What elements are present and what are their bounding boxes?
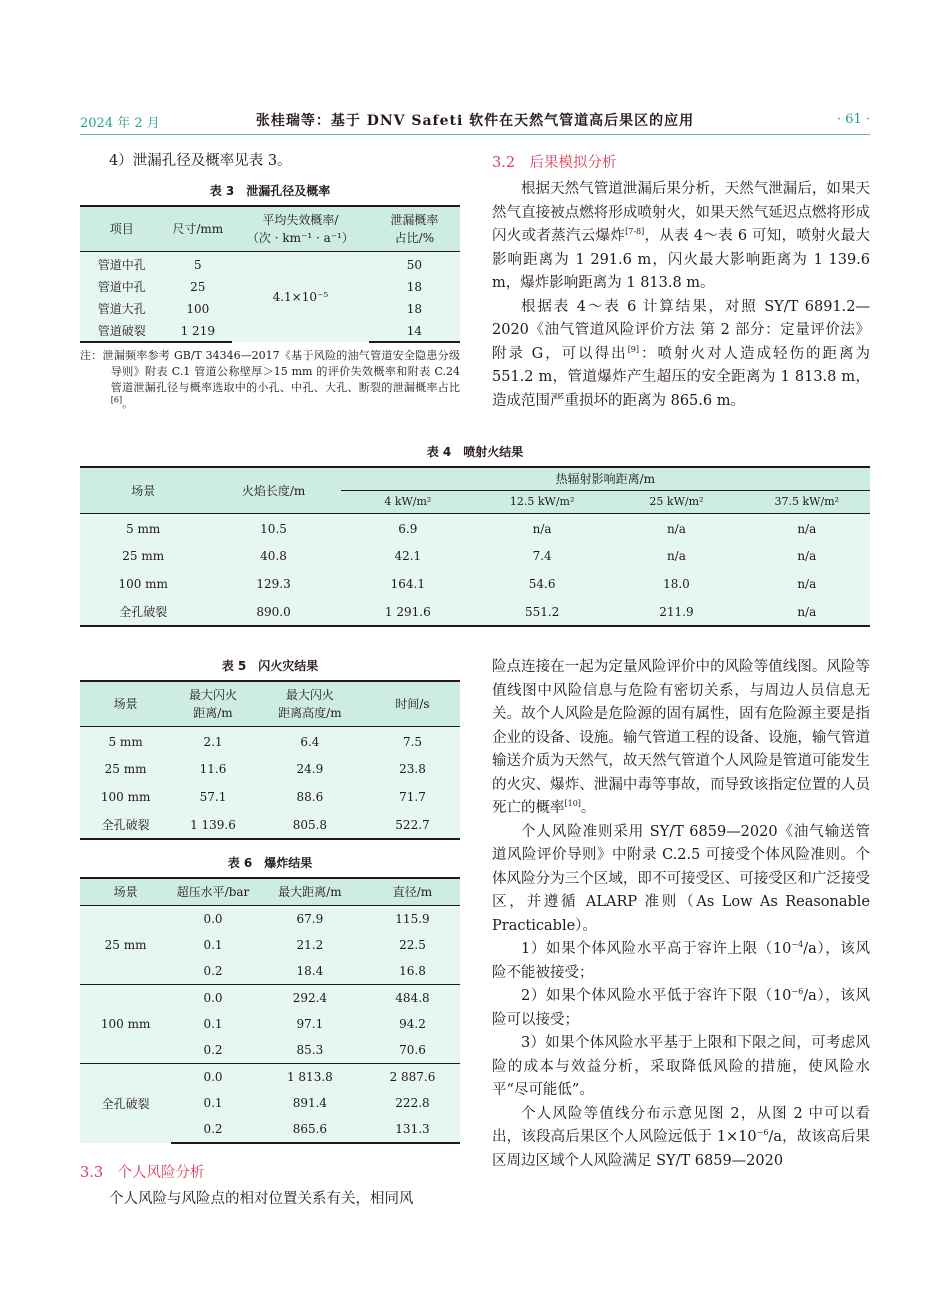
table-cell-scene: 100 mm — [80, 985, 171, 1064]
table-cell: 0.2 — [171, 958, 255, 985]
table-cell: 0.2 — [171, 1116, 255, 1143]
header-rule — [80, 134, 870, 135]
table-cell: 7.4 — [475, 542, 609, 570]
table6-header: 最大距离/m — [255, 878, 365, 906]
table-row — [80, 811, 460, 839]
paragraph: 根据天然气管道泄漏后果分析，天然气泄漏后，如果天然气直接被点燃将形成喷射火，如果天然气延迟点燃将形成闪火或者蒸汽云爆炸[7-8]，从表 4～表 6 可知，喷射火最大影响距离为 1 291.6 m，闪火最大影响距离为 1 139.6 m，爆炸影响距离为 1 813.8 m。 — [492, 181, 871, 291]
table-cell: 14 — [369, 316, 460, 342]
table5-header: 最大闪火 距离/m — [171, 681, 255, 727]
list-item: 1）如果个体风险水平高于容许上限$(10^{-4}/a)$，该风险不能被接受； — [492, 940, 870, 981]
table3-caption: 表 3 泄漏孔径及概率 — [209, 183, 331, 198]
table-cell: 484.8 — [365, 985, 460, 1012]
table4-header: 4 kW/m² — [341, 491, 475, 514]
table-cell: 23.8 — [365, 755, 460, 783]
table-cell: n/a — [744, 598, 870, 626]
table-cell: 0.1 — [171, 1011, 255, 1037]
table3 — [80, 205, 460, 343]
paragraph: 4）泄漏孔径及概率见表 3。 — [109, 153, 292, 169]
table-cell: 25 mm — [80, 755, 171, 783]
table-cell: 管道破裂 — [80, 316, 164, 342]
table-cell: 0.0 — [171, 985, 255, 1012]
table-cell: 管道大孔 — [80, 294, 164, 316]
header-title: 张桂瑞等：基于 DNV Safeti 软件在天然气管道高后果区的应用 — [255, 113, 695, 129]
table-cell: 94.2 — [365, 1011, 460, 1037]
table-cell: 1 291.6 — [341, 598, 475, 626]
table3-header: 尺寸/mm — [164, 206, 232, 252]
table-cell: 0.0 — [171, 906, 255, 933]
table-cell: 0.1 — [171, 1090, 255, 1116]
table-cell: 100 — [164, 294, 232, 316]
paragraph: 险点连接在一起为定量风险评价中的风险等值线图。风险等值线图中风险信息与危险有密切关系，与周边人员信息无关。故个人风险是危险源的固有属性，固有危险源主要是指企业的设备、设施。输气管道工程的设备、设施，输气管道输送介质为天然气，故天然气管道个人风险是管道可能发生的火灾、爆炸、泄漏中毒等事故，而导致该指定位置的人员死亡的概率[10]。 — [492, 659, 870, 816]
table-cell: 18 — [369, 272, 460, 294]
table4 — [80, 466, 870, 627]
table4-header: 25 kW/m² — [609, 491, 743, 514]
page-header — [80, 108, 870, 134]
table-cell: n/a — [609, 542, 743, 570]
table-cell: 22.5 — [365, 932, 460, 958]
table-cell: 40.8 — [206, 542, 340, 570]
table6-caption: 表 6 爆炸结果 — [227, 856, 313, 870]
table-row — [80, 542, 870, 570]
table-cell: 11.6 — [171, 755, 255, 783]
table4-header: 37.5 kW/m² — [744, 491, 870, 514]
table-cell: 16.8 — [365, 958, 460, 985]
table-row — [80, 755, 460, 783]
table-cell: 42.1 — [341, 542, 475, 570]
table-cell: n/a — [609, 514, 743, 543]
table-cell: 2.1 — [171, 727, 255, 756]
left-column-top — [80, 150, 460, 412]
table3-header: 泄漏概率 占比/% — [369, 206, 460, 252]
table5-header: 场景 — [80, 681, 171, 727]
table-cell-scene: 全孔破裂 — [80, 1064, 171, 1144]
table-cell: 6.4 — [255, 727, 365, 756]
table-cell: 71.7 — [365, 783, 460, 811]
table5-header: 最大闪火 距离高度/m — [255, 681, 365, 727]
table-cell: 24.9 — [255, 755, 365, 783]
table-cell-merged: 4.1×10⁻⁵ — [232, 251, 369, 342]
table-cell: 67.9 — [255, 906, 365, 933]
table-cell: 131.3 — [365, 1116, 460, 1143]
header-date: 2024 年 2 月 — [80, 116, 160, 131]
table5 — [80, 680, 460, 840]
table3-header: 平均失效概率/ （次 · km⁻¹ · a⁻¹） — [232, 206, 369, 252]
table-cell: 7.5 — [365, 727, 460, 756]
table4-header: 12.5 kW/m² — [475, 491, 609, 514]
table-cell: n/a — [744, 542, 870, 570]
table5-caption: 表 5 闪火灾结果 — [221, 659, 319, 673]
table-cell: 6.9 — [341, 514, 475, 543]
table-cell: 25 — [164, 272, 232, 294]
table-cell: 1 813.8 — [255, 1064, 365, 1091]
list-item: 3）如果个体风险水平基于上限和下限之间，可考虑风险的成本与效益分析，采取降低风险的措施，使风险水平“尽可能低”。 — [492, 1035, 870, 1098]
table-row — [80, 783, 460, 811]
table-cell: 25 mm — [80, 542, 206, 570]
table-cell: 全孔破裂 — [80, 811, 171, 839]
table3-header: 项目 — [80, 206, 164, 252]
table-cell: 292.4 — [255, 985, 365, 1012]
table-cell: 97.1 — [255, 1011, 365, 1037]
section-heading: 3.2 后果模拟分析 — [492, 155, 617, 171]
table-cell: 865.6 — [255, 1116, 365, 1143]
table-cell: 100 mm — [80, 570, 206, 598]
table-cell: 10.5 — [206, 514, 340, 543]
table-cell: 0.0 — [171, 1064, 255, 1091]
table-cell: 21.2 — [255, 932, 365, 958]
table6-header: 直径/m — [365, 878, 460, 906]
table-cell: 70.6 — [365, 1037, 460, 1064]
table-row — [80, 570, 870, 598]
table-cell: 54.6 — [475, 570, 609, 598]
table-cell: 18.4 — [255, 958, 365, 985]
table-cell: 164.1 — [341, 570, 475, 598]
table-cell: 50 — [369, 251, 460, 272]
table4-header: 火焰长度/m — [206, 467, 340, 514]
table-cell: 551.2 — [475, 598, 609, 626]
table-cell: 全孔破裂 — [80, 598, 206, 626]
table-cell: 管道中孔 — [80, 272, 164, 294]
table4-caption: 表 4 喷射火结果 — [426, 445, 524, 459]
table-cell: 18.0 — [609, 570, 743, 598]
table-cell: 0.2 — [171, 1037, 255, 1064]
table-cell: 57.1 — [171, 783, 255, 811]
table-cell: 891.4 — [255, 1090, 365, 1116]
table-cell: 85.3 — [255, 1037, 365, 1064]
header-page-number: · 61 · — [836, 112, 870, 127]
table-cell: 18 — [369, 294, 460, 316]
table4-header: 热辐射影响距离/m — [341, 467, 870, 491]
table-cell: 1 139.6 — [171, 811, 255, 839]
table-row — [80, 598, 870, 626]
section-heading: 3.3 个人风险分析 — [80, 1165, 205, 1181]
table-cell: 5 — [164, 251, 232, 272]
table4-block — [80, 443, 870, 627]
paragraph: 根据表 4～表 6 计算结果，对照 SY/T 6891.2—2020《油气管道风险评价方法 第 2 部分：定量评价法》附录 G，可以得出[9]：喷射火对人造成轻伤的距离为 551.2 m，管道爆炸产生超压的安全距离为 1 813.8 m，造成范围严重损坏的距离为 865.6 m。 — [492, 298, 871, 409]
table4-header: 场景 — [80, 467, 206, 514]
paragraph: 个人风险准则采用 SY/T 6859—2020《油气输送管道风险评价导则》中附录 C.2.5 可接受个体风险准则。个体风险分为三个区域，即不可接受区、可接受区和广泛接受区，并遵循 ALARP 准则（As Low As Reasonable Practicable）。 — [492, 823, 870, 934]
table6 — [80, 877, 460, 1144]
table-cell: 5 mm — [80, 727, 171, 756]
table-cell: n/a — [475, 514, 609, 543]
table-cell: 88.6 — [255, 783, 365, 811]
table3-note: 注：泄漏频率参考 GB/T 34346—2017《基于风险的油气管道安全隐患分级导则》附表 C.1 管道公称壁厚＞15 mm 的评价失效概率和附表 C.24 管道泄漏孔径与概率选取中的小孔、中孔、大孔、断裂的泄漏概率占比[6]。 — [80, 348, 460, 410]
table-cell: 0.1 — [171, 932, 255, 958]
paragraph: 个人风险与风险点的相对位置关系有关，相同风 — [109, 1191, 414, 1207]
table-cell: 100 mm — [80, 783, 171, 811]
table-cell: 管道中孔 — [80, 251, 164, 272]
table5-header: 时间/s — [365, 681, 460, 727]
table-cell: 5 mm — [80, 514, 206, 543]
table-row — [80, 514, 870, 543]
table6-header: 超压水平/bar — [171, 878, 255, 906]
table-cell: 1 219 — [164, 316, 232, 342]
table-cell: 115.9 — [365, 906, 460, 933]
table-cell: 890.0 — [206, 598, 340, 626]
table-cell: n/a — [744, 570, 870, 598]
paragraph: 个人风险等值线分布示意见图 2，从图 2 中可以看出，该段高后果区个人风险远低于 $1\times 10^{-6}/a$，故该高后果区周边区域个人风险满足 SY/T 6859—2020 — [492, 1105, 871, 1169]
table-cell: 222.8 — [365, 1090, 460, 1116]
table-cell: 805.8 — [255, 811, 365, 839]
table-cell: n/a — [744, 514, 870, 543]
right-column-top — [492, 152, 870, 413]
table-cell: 211.9 — [609, 598, 743, 626]
right-column-bottom — [492, 656, 870, 1173]
table-cell: 522.7 — [365, 811, 460, 839]
left-column-bottom — [80, 657, 460, 1212]
table-cell: 129.3 — [206, 570, 340, 598]
list-item: 2）如果个体风险水平低于容许下限$(10^{-6}/a)$，该风险可以接受； — [492, 987, 870, 1028]
table-cell: 2 887.6 — [365, 1064, 460, 1091]
table6-header: 场景 — [80, 878, 171, 906]
table-row — [80, 727, 460, 756]
table-cell-scene: 25 mm — [80, 906, 171, 985]
